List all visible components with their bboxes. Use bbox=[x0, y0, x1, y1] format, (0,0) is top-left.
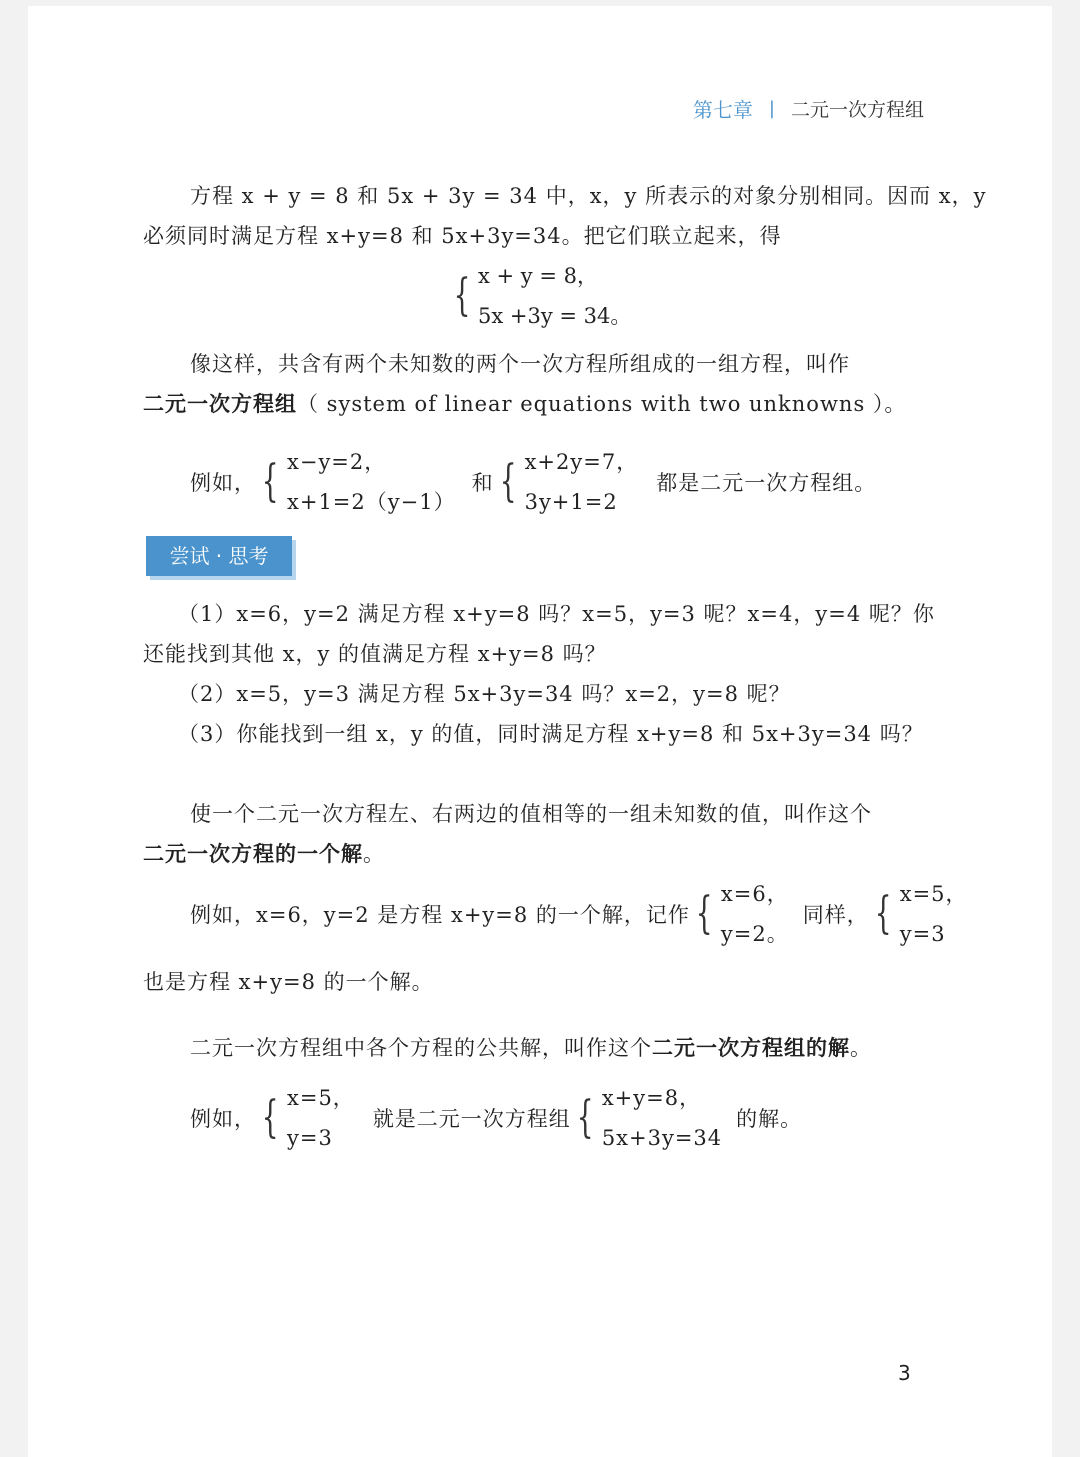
example3-system-b bbox=[571, 1078, 722, 1158]
example3-a-eq1: x=5， bbox=[287, 1086, 355, 1110]
term-system-of-equations: 二元一次方程组 bbox=[143, 392, 297, 416]
try-think-tag: 尝试 · 思考 bbox=[146, 536, 292, 576]
question1-line1: （1）x=6，y=2 满足方程 x+y=8 吗？x=5，y=3 呢？x=4，y=4 呢？你 bbox=[178, 602, 935, 626]
brace-icon: { bbox=[695, 888, 714, 939]
term-solution-of-system: 二元一次方程组的解 bbox=[652, 1036, 850, 1060]
para4 bbox=[190, 1028, 990, 1068]
para3-end: 。 bbox=[363, 842, 385, 866]
example1-b-eq2: 3y+1=2 bbox=[524, 490, 618, 514]
example3-b-eq2: 5x+3y=34 bbox=[601, 1126, 723, 1150]
header-divider: | bbox=[768, 98, 775, 119]
brace-icon: { bbox=[874, 888, 892, 939]
example2-b-eq1: x=5， bbox=[899, 882, 968, 906]
para1-line2: 必须同时满足方程 x+y=8 和 5x+3y=34。把它们联立起来，得 bbox=[143, 224, 782, 248]
example3-suffix: 的解。 bbox=[736, 1107, 803, 1131]
brace-icon: { bbox=[261, 1092, 280, 1143]
running-header bbox=[693, 94, 924, 123]
example2-a-eq2: y=2。 bbox=[720, 922, 789, 946]
para2-line1: 像这样，共含有两个未知数的两个一次方程所组成的一组方程，叫作 bbox=[190, 352, 850, 376]
example2-prefix: 例如，x=6，y=2 是方程 x+y=8 的一个解，记作 bbox=[190, 903, 690, 927]
term-solution-of-equation: 二元一次方程的一个解 bbox=[143, 842, 363, 866]
para4-end: 。 bbox=[850, 1036, 872, 1060]
example3-b-eq1: x+y=8， bbox=[601, 1086, 702, 1110]
example1-row bbox=[190, 442, 876, 522]
example1-and: 和 bbox=[471, 471, 494, 495]
example1-a-eq1: x−y=2， bbox=[287, 450, 387, 474]
example2-mid: 同样， bbox=[802, 903, 869, 927]
textbook-page bbox=[28, 6, 1052, 1457]
brace-icon: { bbox=[499, 456, 517, 507]
question3: （3）你能找到一组 x，y 的值，同时满足方程 x+y=8 和 5x+3y=34 吗？ bbox=[178, 722, 924, 746]
question1-line2: 还能找到其他 x，y 的值满足方程 x+y=8 吗？ bbox=[143, 642, 607, 666]
example3-a-eq2: y=3 bbox=[287, 1126, 333, 1150]
page-number: 3 bbox=[898, 1361, 911, 1385]
para4-text: 二元一次方程组中各个方程的公共解，叫作这个 bbox=[190, 1036, 652, 1060]
example1-a-eq2: x+1=2（y−1） bbox=[287, 490, 456, 514]
example1-system-a bbox=[256, 442, 456, 522]
example3-mid: 就是二元一次方程组 bbox=[372, 1107, 571, 1131]
example1-suffix: 都是二元一次方程组。 bbox=[656, 471, 877, 495]
example1-prefix: 例如， bbox=[190, 471, 256, 495]
chapter-title: 二元一次方程组 bbox=[790, 99, 924, 121]
system1-eq2: 5x +3y = 34。 bbox=[478, 304, 632, 328]
example2-line2: 也是方程 x+y=8 的一个解。 bbox=[143, 970, 434, 994]
example2-b-eq2: y=3 bbox=[899, 922, 946, 946]
example2-system-b bbox=[869, 874, 968, 954]
para3-line1: 使一个二元一次方程左、右两边的值相等的一组未知数的值，叫作这个 bbox=[190, 802, 872, 826]
para2-line2 bbox=[143, 384, 943, 424]
system1-eq1: x + y = 8， bbox=[478, 264, 598, 288]
example2-system-a bbox=[690, 874, 789, 954]
brace-icon: { bbox=[453, 270, 471, 321]
equation-system-1 bbox=[448, 256, 631, 336]
example3-row bbox=[190, 1078, 802, 1158]
example1-system-b bbox=[494, 442, 639, 522]
brace-icon: { bbox=[576, 1092, 595, 1143]
example3-system-a bbox=[256, 1078, 355, 1158]
para1-line1: 方程 x + y = 8 和 5x + 3y = 34 中，x，y 所表示的对象分别相同。因而 x，y bbox=[190, 184, 987, 208]
brace-icon: { bbox=[261, 456, 280, 507]
example2-row bbox=[190, 874, 968, 954]
para2-english: （ system of linear equations with two unknowns ）。 bbox=[297, 392, 907, 416]
question2: （2）x=5，y=3 满足方程 5x+3y=34 吗？x=2，y=8 呢？ bbox=[178, 682, 791, 706]
para3-line2 bbox=[143, 834, 943, 874]
chapter-label: 第七章 bbox=[692, 98, 753, 122]
example1-b-eq1: x+2y=7， bbox=[524, 450, 639, 474]
example3-prefix: 例如， bbox=[190, 1107, 256, 1131]
example2-a-eq1: x=6， bbox=[720, 882, 789, 906]
